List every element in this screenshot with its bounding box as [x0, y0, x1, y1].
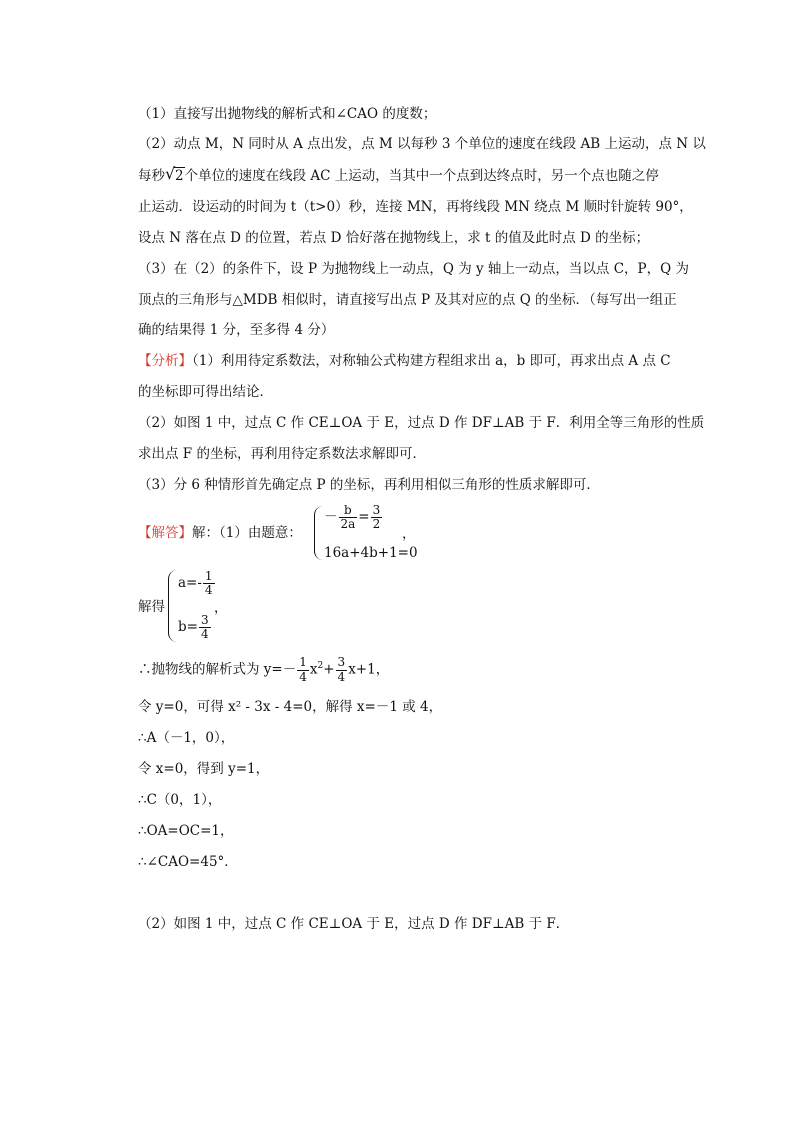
- equation-2: 16a+4b+1=0: [324, 545, 418, 561]
- q2-line2-prefix: 每秒: [138, 168, 165, 184]
- analysis-line-3: （2）如图 1 中，过点 C 作 CE⊥OA 于 E，过点 D 作 DF⊥AB 于 F．利用全等三角形的性质: [138, 415, 705, 431]
- answer-line-A: ∴A（－1，0），: [138, 730, 235, 746]
- solution-a-denominator: 4: [204, 583, 213, 598]
- parabola-fraction-2: [336, 656, 348, 683]
- question-part-1: （1）直接写出抛物线的解析式和∠CAO 的度数；: [138, 106, 437, 122]
- solution-a: [178, 570, 216, 597]
- solution-b-fraction: [199, 614, 211, 641]
- analysis-tag: 【分析】: [138, 353, 192, 369]
- answer-line-C: ∴C（0，1），: [138, 792, 222, 808]
- q2-line2-suffix: 个单位的速度在线段 AC 上运动，当其中一个点到达终点时，另一个点也随之停: [184, 168, 659, 184]
- solution-a-fraction: [203, 570, 215, 597]
- parabola-expression-line: [138, 656, 389, 684]
- solution-b-denominator: 4: [200, 627, 209, 642]
- solve-label: 解得: [138, 599, 165, 615]
- solution-b-prefix: b=: [178, 619, 198, 636]
- parabola-numerator-2: 3: [337, 655, 346, 670]
- analysis-line-5: （3）分 6 种情形首先确定点 P 的坐标，再利用相似三角形的性质求解即可．: [138, 477, 600, 493]
- eq1-left-denominator: 2a: [340, 517, 356, 532]
- eq1-right-fraction: [371, 504, 383, 531]
- analysis-line-1: [138, 351, 671, 371]
- parabola-exponent: 2: [317, 661, 324, 671]
- answer-line-OA: ∴OA=OC=1，: [138, 823, 234, 839]
- answer-part-2-line: （2）如图 1 中，过点 C 作 CE⊥OA 于 E，过点 D 作 DF⊥AB 于 F．: [138, 916, 570, 932]
- question-part-2-line-2: [138, 166, 659, 186]
- eq1-right-numerator: 3: [372, 503, 381, 517]
- parabola-numerator-1: 1: [299, 655, 307, 670]
- question-part-3-line-3: 确的结果得 1 分，至多得 4 分）: [138, 322, 335, 338]
- answer-intro-line: [138, 523, 302, 543]
- question-part-3-line-1: （3）在（2）的条件下，设 P 为抛物线上一动点，Q 为 y 轴上一动点，当以点 C，P，Q 为: [138, 261, 689, 277]
- equation-comma: ，: [402, 526, 416, 542]
- solution-a-prefix: a=-: [178, 575, 202, 592]
- eq1-equals: =: [358, 509, 370, 526]
- answer-intro: 解：（1）由题意：: [192, 525, 302, 541]
- solution-b: [178, 614, 212, 641]
- solution-brace-icon: [168, 570, 177, 642]
- solution-comma: ，: [214, 600, 228, 616]
- question-part-2-line-1: （2）动点 M，N 同时从 A 点出发，点 M 以每秒 3 个单位的速度在线段 AB 上运动，点 N 以: [138, 136, 706, 152]
- parabola-plus: +: [323, 661, 335, 678]
- parabola-x: x: [309, 661, 318, 678]
- sqrt-two: [165, 166, 185, 186]
- answer-line-y0: 令 y=0，可得 x² - 3x - 4=0，解得 x=－1 或 4，: [138, 699, 443, 715]
- question-part-2-line-3: 止运动．设运动的时间为 t（t>0）秒，连接 MN，再将线段 MN 绕点 M 顺时针旋转 90°，: [138, 199, 693, 215]
- parabola-fraction-1: [297, 656, 309, 683]
- eq1-left-numerator: b: [339, 504, 358, 518]
- solution-b-numerator: 3: [200, 613, 209, 627]
- equation-system-brace-icon: [314, 506, 323, 560]
- question-part-3-line-2: 顶点的三角形与△MDB 相似时，请直接写出点 P 及其对应的点 Q 的坐标．（每写出一组正: [138, 292, 677, 308]
- analysis-text-1: （1）利用待定系数法，对称轴公式构建方程组求出 a，b 即可，再求出点 A 点 C: [192, 353, 671, 369]
- sqrt-argument: 2: [175, 168, 184, 184]
- parabola-denominator-2: 4: [337, 669, 346, 684]
- parabola-suffix: x+1，: [348, 661, 390, 678]
- eq1-left-fraction: [339, 504, 358, 531]
- answer-tag: 【解答】: [138, 525, 192, 541]
- equation-1: [324, 504, 383, 531]
- analysis-line-2: 的坐标即可得出结论．: [138, 384, 273, 400]
- analysis-line-4: 求出点 F 的坐标，再利用待定系数法求解即可．: [138, 446, 426, 462]
- answer-line-x0: 令 x=0，得到 y=1，: [138, 761, 270, 777]
- radical-sign-icon: √: [165, 164, 176, 183]
- answer-line-angle: ∴∠CAO=45°．: [138, 854, 238, 870]
- parabola-prefix: ∴抛物线的解析式为 y=－: [138, 661, 297, 678]
- solution-a-numerator: 1: [204, 569, 213, 583]
- question-part-2-line-4: 设点 N 落在点 D 的位置，若点 D 恰好落在抛物线上，求 t 的值及此时点 D 的坐标；: [138, 230, 650, 246]
- parabola-denominator-1: 4: [299, 669, 307, 684]
- minus-sign: －: [324, 509, 338, 526]
- eq1-right-denominator: 2: [372, 517, 381, 532]
